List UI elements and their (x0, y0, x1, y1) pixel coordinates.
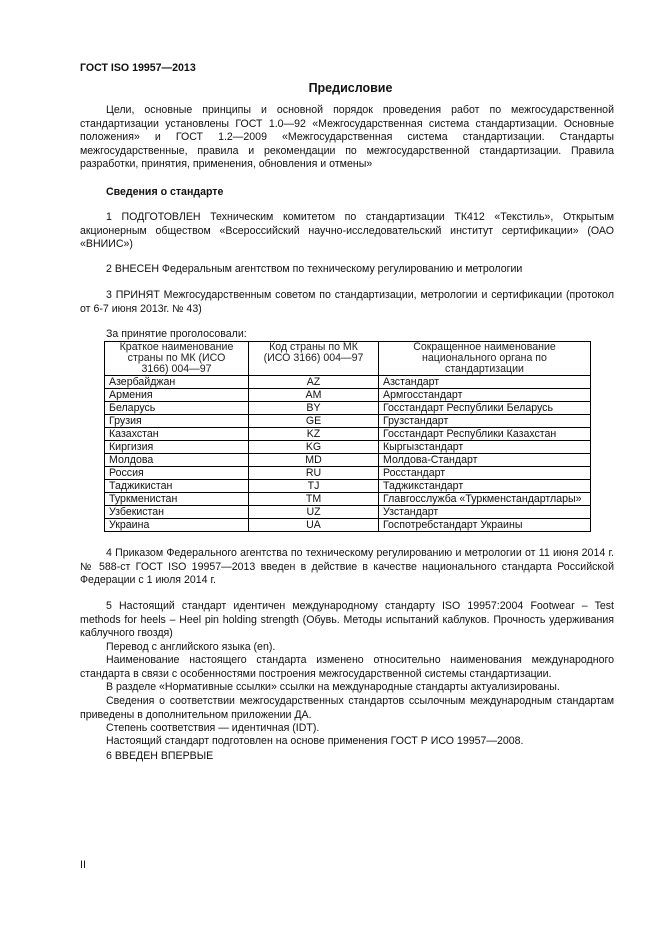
body-cell: Госстандарт Республики Беларусь (379, 402, 591, 415)
item-5-note: Настоящий стандарт подготовлен на основе применения ГОСТ Р ИСО 19957—2008. (106, 735, 524, 747)
country-cell: Киргизия (105, 441, 249, 454)
document-header: ГОСТ ISO 19957—2013 (80, 62, 196, 74)
country-cell: Беларусь (105, 402, 249, 415)
table-row (105, 389, 591, 402)
item-5-note: Перевод с английского языка (en). (106, 641, 276, 653)
table-row (105, 376, 591, 389)
code-cell: UZ (249, 506, 379, 519)
country-cell: Украина (105, 519, 249, 532)
code-cell: KZ (249, 428, 379, 441)
item-2: 2 ВНЕСЕН Федеральным агентством по техническому регулированию и метрологии (106, 263, 523, 275)
code-cell: RU (249, 467, 379, 480)
table-row (105, 428, 591, 441)
table-row (105, 454, 591, 467)
table-row (105, 402, 591, 415)
code-cell: TJ (249, 480, 379, 493)
page-number: II (80, 859, 86, 871)
code-cell: TM (249, 493, 379, 506)
body-cell: Кыргызстандарт (379, 441, 591, 454)
country-cell: Грузия (105, 415, 249, 428)
body-cell: Азстандарт (379, 376, 591, 389)
code-cell: AM (249, 389, 379, 402)
column-header-body: Сокращенное наименование национального органа по стандартизации (379, 342, 591, 376)
column-header-code: Код страны по МК (ИСО 3166) 004—97 (249, 342, 379, 376)
body-cell: Таджикстандарт (379, 480, 591, 493)
country-cell: Молдова (105, 454, 249, 467)
body-cell: Молдова-Стандарт (379, 454, 591, 467)
body-cell: Росстандарт (379, 467, 591, 480)
item-5-note: Степень соответствия — идентичная (IDT). (106, 722, 320, 734)
code-cell: AZ (249, 376, 379, 389)
body-cell: Грузстандарт (379, 415, 591, 428)
voting-countries-table (104, 341, 591, 532)
page-title: Предисловие (308, 81, 393, 95)
table-row (105, 506, 591, 519)
item-1: 1 ПОДГОТОВЛЕН Техническим комитетом по стандартизации ТК412 «Текстиль», Открытым акционерным обществом «Всероссийский научно-исследовательский институт сертификации» (ОАО «ВНИИС») (80, 211, 614, 250)
item-5: 5 Настоящий стандарт идентичен международному стандарту ISO 19957:2004 Footwear – Test methods for heels – Heel pin holding strength (Обувь. Методы испытаний каблуков. Прочность удерживания каблучного гвоздя) (80, 600, 614, 639)
country-cell: Узбекистан (105, 506, 249, 519)
table-row (105, 467, 591, 480)
item-4: 4 Приказом Федерального агентства по техническому регулированию и метрологии от 11 июня 2014 г. № 588-ст ГОСТ ISO 19957—2013 введен в действие в качестве национального стандарта Российской Федерации с 1 июля 2014 г. (80, 547, 614, 586)
section-heading: Сведения о стандарте (106, 186, 224, 198)
item-5-note: Наименование настоящего стандарта изменено относительно наименования международного стандарта в связи с особенностями построения межгосударственной системы стандартизации. (80, 654, 614, 680)
country-cell: Туркменистан (105, 493, 249, 506)
vote-label: За принятие проголосовали: (106, 328, 247, 340)
item-3: 3 ПРИНЯТ Межгосударственным советом по стандартизации, метрологии и сертификации (протокол от 6-7 июня 2013г. № 43) (80, 289, 614, 315)
intro-paragraph: Цели, основные принципы и основной порядок проведения работ по межгосударственной стандартизации установлены ГОСТ 1.0—92 «Межгосударственная система стандартизации. Основные положения» и ГОСТ 1.2—2009 «Межгосударственная система стандартизации. Стандарты межгосударственные, правила и рекомендации по межгосударственной стандартизации. Правила разработки, принятия, применения, обновления и отмены» (80, 104, 614, 170)
body-cell: Армгосстандарт (379, 389, 591, 402)
table-header-row (105, 342, 591, 376)
code-cell: GE (249, 415, 379, 428)
code-cell: BY (249, 402, 379, 415)
code-cell: MD (249, 454, 379, 467)
table-row (105, 480, 591, 493)
table-row (105, 493, 591, 506)
table-row (105, 519, 591, 532)
country-cell: Таджикистан (105, 480, 249, 493)
country-cell: Армения (105, 389, 249, 402)
table-row (105, 441, 591, 454)
table-row (105, 415, 591, 428)
country-cell: Казахстан (105, 428, 249, 441)
country-cell: Россия (105, 467, 249, 480)
column-header-country: Краткое наименование страны по МК (ИСО 3166) 004—97 (105, 342, 249, 376)
item-5-note: В разделе «Нормативные ссылки» ссылки на международные стандарты актуализированы. (106, 681, 560, 693)
body-cell: Главгосслужба «Туркменстандартлары» (379, 493, 591, 506)
country-cell: Азербайджан (105, 376, 249, 389)
code-cell: KG (249, 441, 379, 454)
item-5-note: Сведения о соответствии межгосударственных стандартов ссылочным международным стандартам приведены в дополнительном приложении ДА. (80, 695, 614, 721)
body-cell: Госстандарт Республики Казахстан (379, 428, 591, 441)
code-cell: UA (249, 519, 379, 532)
body-cell: Узстандарт (379, 506, 591, 519)
body-cell: Госпотребстандарт Украины (379, 519, 591, 532)
item-6: 6 ВВЕДЕН ВПЕРВЫЕ (106, 750, 214, 762)
